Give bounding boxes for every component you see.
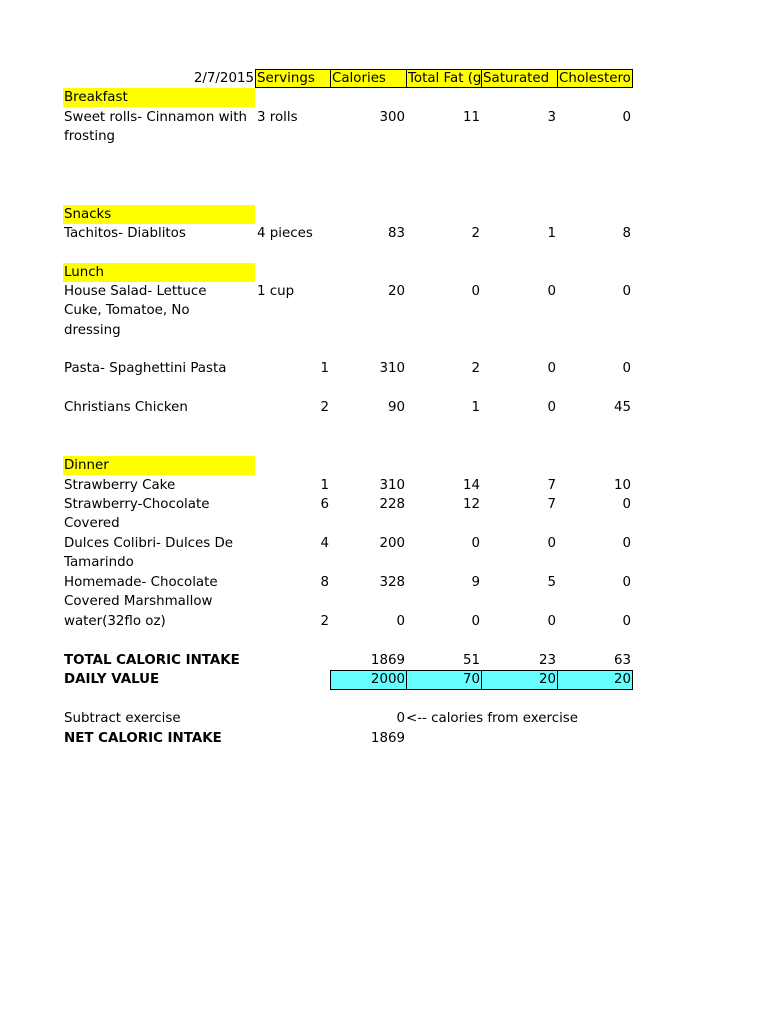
food-name[interactable]: House Salad- Lettuce Cuke, Tomatoe, No dressing [64,284,207,338]
saturated-cell[interactable]: 0 [547,284,556,299]
daily-value-calories[interactable]: 2000 [330,670,407,690]
cholesterol-cell[interactable]: 0 [622,284,631,299]
servings-cell[interactable]: 8 [320,575,329,590]
saturated-cell[interactable]: 7 [547,497,556,512]
saturated-cell[interactable]: 0 [547,614,556,629]
fat-cell[interactable]: 0 [471,536,480,551]
food-name[interactable]: Tachitos- Diablitos [64,226,186,241]
servings-cell[interactable]: 1 [320,361,329,376]
servings-cell[interactable]: 2 [320,614,329,629]
header-servings[interactable]: Servings [255,69,331,88]
total-saturated[interactable]: 23 [538,653,556,668]
daily-value-label[interactable]: DAILY VALUE [64,672,160,687]
calories-cell[interactable]: 0 [396,614,405,629]
servings-cell[interactable]: 6 [320,497,329,512]
cholesterol-cell[interactable]: 0 [622,536,631,551]
cholesterol-cell[interactable]: 0 [622,497,631,512]
cholesterol-cell[interactable]: 0 [622,361,631,376]
calories-cell[interactable]: 328 [379,575,405,590]
fat-cell[interactable]: 1 [471,400,480,415]
cholesterol-cell[interactable]: 0 [622,614,631,629]
date-cell[interactable]: 2/7/2015 [193,71,254,86]
food-name[interactable]: water(32flo oz) [64,614,166,629]
servings-cell[interactable]: 1 cup [257,284,295,299]
food-name[interactable]: Pasta- Spaghettini Pasta [64,361,227,376]
saturated-cell[interactable]: 0 [547,400,556,415]
fat-cell[interactable]: 12 [462,497,480,512]
food-name[interactable]: Strawberry-Chocolate Covered [64,497,210,532]
calories-cell[interactable]: 200 [379,536,405,551]
daily-value-cholesterol[interactable]: 20 [557,670,633,690]
total-cholesterol[interactable]: 63 [613,653,631,668]
total-label[interactable]: TOTAL CALORIC INTAKE [64,653,240,668]
food-name[interactable]: Dulces Colibri- Dulces De Tamarindo [64,536,234,571]
servings-cell[interactable]: 3 rolls [257,110,298,125]
servings-cell[interactable]: 4 [320,536,329,551]
fat-cell[interactable]: 9 [471,575,480,590]
saturated-cell[interactable]: 7 [547,478,556,493]
total-fat[interactable]: 51 [462,653,480,668]
cholesterol-cell[interactable]: 0 [622,110,631,125]
fat-cell[interactable]: 0 [471,614,480,629]
servings-cell[interactable]: 2 [320,400,329,415]
exercise-value[interactable]: 0 [396,711,405,726]
fat-cell[interactable]: 11 [462,110,480,125]
section-snacks[interactable]: Snacks [63,205,255,224]
net-value[interactable]: 1869 [370,731,405,746]
exercise-label[interactable]: Subtract exercise [64,711,181,726]
food-name[interactable]: Sweet rolls- Cinnamon with frosting [64,110,247,145]
food-name[interactable]: Homemade- Chocolate Covered Marshmallow [64,575,218,610]
servings-cell[interactable]: 4 pieces [257,226,313,241]
cholesterol-cell[interactable]: 8 [622,226,631,241]
header-calories[interactable]: Calories [330,69,407,88]
header-total-fat[interactable]: Total Fat (g [408,71,482,86]
calories-cell[interactable]: 83 [387,226,405,241]
fat-cell[interactable]: 2 [471,226,480,241]
cholesterol-cell[interactable]: 0 [622,575,631,590]
header-cholesterol[interactable]: Cholestero [557,69,633,88]
saturated-cell[interactable]: 5 [547,575,556,590]
food-name[interactable]: Strawberry Cake [64,478,176,493]
section-dinner[interactable]: Dinner [63,456,255,475]
daily-value-saturated[interactable]: 20 [481,670,558,690]
fat-cell[interactable]: 14 [462,478,480,493]
section-lunch[interactable]: Lunch [63,263,255,282]
saturated-cell[interactable]: 0 [547,536,556,551]
cholesterol-cell[interactable]: 45 [613,400,631,415]
section-breakfast[interactable]: Breakfast [63,88,255,107]
saturated-cell[interactable]: 1 [547,226,556,241]
calories-cell[interactable]: 300 [379,110,405,125]
fat-cell[interactable]: 2 [471,361,480,376]
calories-cell[interactable]: 310 [379,361,405,376]
total-calories[interactable]: 1869 [370,653,405,668]
food-name[interactable]: Christians Chicken [64,400,188,415]
daily-value-fat[interactable]: 70 [406,670,482,690]
exercise-note[interactable]: <-- calories from exercise [406,711,578,726]
saturated-cell[interactable]: 3 [547,110,556,125]
servings-cell[interactable]: 1 [320,478,329,493]
calories-cell[interactable]: 90 [387,400,405,415]
calories-cell[interactable]: 228 [379,497,405,512]
cholesterol-cell[interactable]: 10 [613,478,631,493]
calories-cell[interactable]: 20 [387,284,405,299]
calories-cell[interactable]: 310 [379,478,405,493]
header-saturated[interactable]: Saturated [481,69,558,88]
fat-cell[interactable]: 0 [471,284,480,299]
saturated-cell[interactable]: 0 [547,361,556,376]
net-label[interactable]: NET CALORIC INTAKE [64,731,222,746]
